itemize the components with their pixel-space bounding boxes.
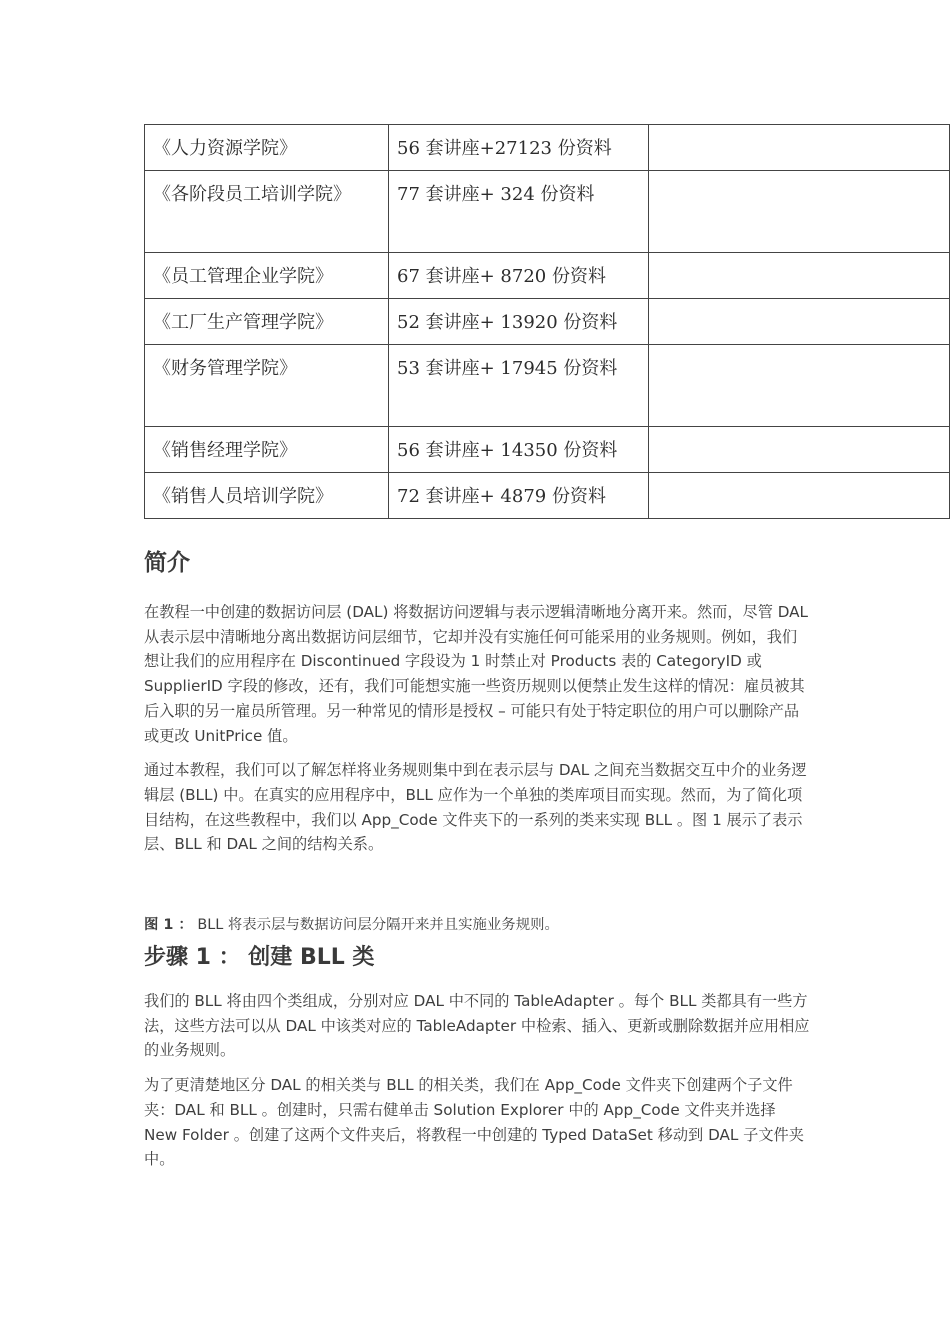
course-name-cell: 《销售人员培训学院》 bbox=[145, 473, 389, 519]
step1-paragraph-2: 为了更清楚地区分 DAL 的相关类与 BLL 的相关类，我们在 App_Code 文件夹下创建两个子文件夹：DAL 和 BLL 。创建时，只需右健单击 Solution Explorer 中的 App_Code 文件夹并选择 New Folder 。创建了这两个文件夹后，将教程一中创建的 Typed DataSet 移动到 DAL 子文件夹中。 bbox=[144, 1076, 804, 1169]
article-body bbox=[144, 540, 812, 1182]
intro-paragraph-2: 通过本教程，我们可以了解怎样将业务规则集中到在表示层与 DAL 之间充当数据交互中介的业务逻辑层 (BLL) 中。在真实的应用程序中，BLL 应作为一个单独的类库项目而实现。然而，为了简化项目结构，在这些教程中，我们以 App_Code 文件夹下的一系列的类来实现 BLL 。图 1 展示了表示层、BLL 和 DAL 之间的结构关系。 bbox=[144, 761, 807, 854]
table-row bbox=[145, 253, 950, 299]
table-row bbox=[145, 125, 950, 171]
table-row bbox=[145, 473, 950, 519]
course-desc-cell: 67 套讲座+ 8720 份资料 bbox=[389, 253, 649, 299]
intro-paragraph-1: 在教程一中创建的数据访问层 (DAL) 将数据访问逻辑与表示逻辑清晰地分离开来。然而，尽管 DAL 从表示层中清晰地分离出数据访问层细节，它却并没有实施任何可能采用的业务规则。例如，我们想让我们的应用程序在 Discontinued 字段设为 1 时禁止对 Products 表的 CategoryID 或 SupplierID 字段的修改，还有，我们可能想实施一些资历规则以便禁止发生这样的情况：雇员被其后入职的另一雇员所管理。另一种常见的情形是授权 – 可能只有处于特定职位的用户可以删除产品或更改 UnitPrice 值。 bbox=[144, 603, 809, 745]
course-name-cell: 《工厂生产管理学院》 bbox=[145, 299, 389, 345]
course-name-cell: 《员工管理企业学院》 bbox=[145, 253, 389, 299]
step1-paragraph-1: 我们的 BLL 将由四个类组成，分别对应 DAL 中不同的 TableAdapter 。每个 BLL 类都具有一些方法，这些方法可以从 DAL 中该类对应的 TableAdapter 中检索、插入、更新或删除数据并应用相应的业务规则。 bbox=[144, 992, 810, 1060]
course-extra-cell bbox=[649, 473, 950, 519]
course-extra-cell bbox=[649, 171, 950, 253]
table-row bbox=[145, 299, 950, 345]
course-extra-cell bbox=[649, 427, 950, 473]
figure-caption bbox=[144, 913, 812, 937]
figure-caption-text: BLL 将表示层与数据访问层分隔开来并且实施业务规则。 bbox=[192, 917, 559, 934]
course-name-cell: 《人力资源学院》 bbox=[145, 125, 389, 171]
course-desc-cell: 72 套讲座+ 4879 份资料 bbox=[389, 473, 649, 519]
course-extra-cell bbox=[649, 345, 950, 427]
table-row bbox=[145, 171, 950, 253]
course-extra-cell bbox=[649, 253, 950, 299]
intro-heading: 简介 bbox=[144, 550, 190, 576]
course-extra-cell bbox=[649, 125, 950, 171]
course-desc-cell: 56 套讲座+27123 份资料 bbox=[389, 125, 649, 171]
course-table bbox=[144, 124, 950, 519]
figure-caption-label: 图 1 ： bbox=[144, 917, 193, 934]
course-desc-cell: 52 套讲座+ 13920 份资料 bbox=[389, 299, 649, 345]
course-name-cell: 《销售经理学院》 bbox=[145, 427, 389, 473]
table-row bbox=[145, 345, 950, 427]
course-desc-cell: 53 套讲座+ 17945 份资料 bbox=[389, 345, 649, 427]
course-desc-cell: 77 套讲座+ 324 份资料 bbox=[389, 171, 649, 253]
course-name-cell: 《财务管理学院》 bbox=[145, 345, 389, 427]
course-name-cell: 《各阶段员工培训学院》 bbox=[145, 171, 389, 253]
step1-heading: 步骤 1 ： 创建 BLL 类 bbox=[144, 945, 375, 971]
course-extra-cell bbox=[649, 299, 950, 345]
table-row bbox=[145, 427, 950, 473]
course-desc-cell: 56 套讲座+ 14350 份资料 bbox=[389, 427, 649, 473]
figure-placeholder bbox=[144, 867, 812, 913]
